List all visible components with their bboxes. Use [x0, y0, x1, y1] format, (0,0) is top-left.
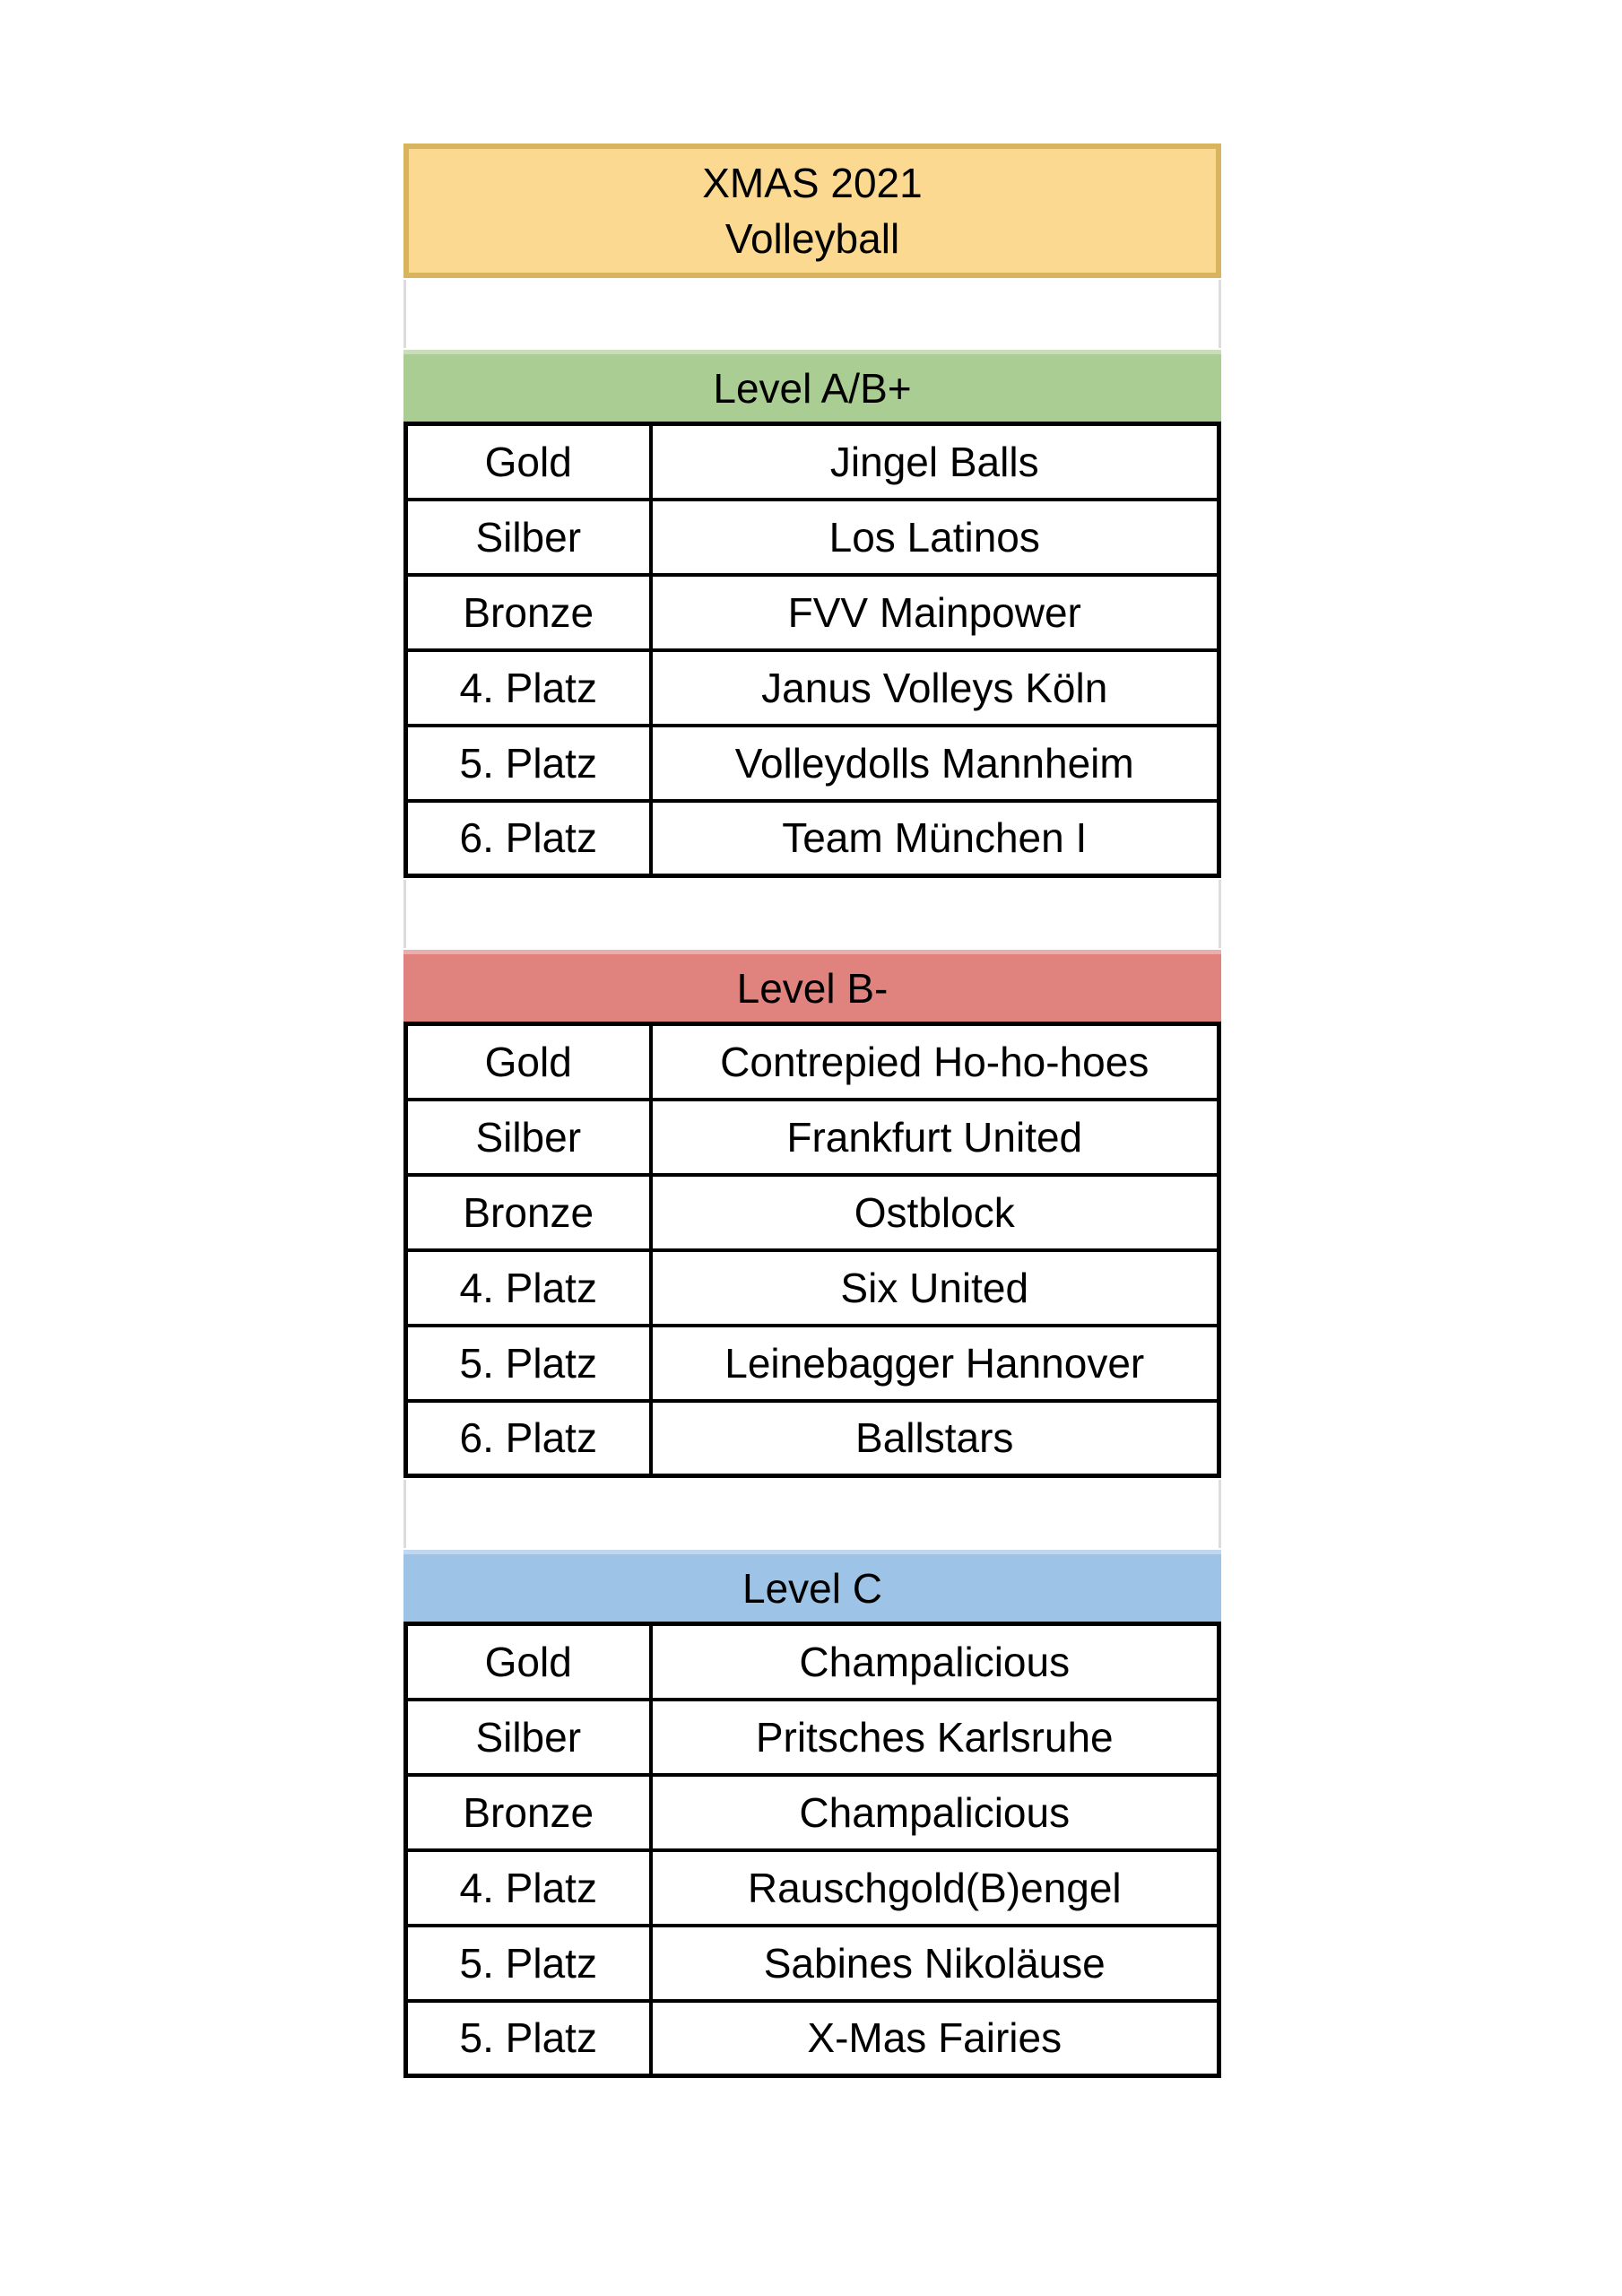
gridline-segment [1219, 880, 1221, 948]
rank-cell: Gold [406, 1024, 651, 1100]
team-cell: Six United [651, 1250, 1219, 1326]
rank-cell: 4. Platz [406, 1250, 651, 1326]
table-row [406, 1175, 1219, 1250]
table-row [406, 1326, 1219, 1401]
table-row [406, 2001, 1219, 2076]
table-row [406, 1775, 1219, 1850]
rank-cell: Silber [406, 1100, 651, 1175]
gridline-segment [403, 1480, 406, 1548]
table-row [406, 1401, 1219, 1476]
table-row [406, 500, 1219, 575]
table-row [406, 1850, 1219, 1926]
table-row [406, 575, 1219, 650]
gridline-segment [403, 280, 406, 348]
rank-cell: Bronze [406, 1175, 651, 1250]
rank-cell: 6. Platz [406, 801, 651, 876]
table-row [406, 650, 1219, 726]
team-cell: Champalicious [651, 1624, 1219, 1700]
table-row [406, 424, 1219, 500]
rank-cell: 5. Platz [406, 1326, 651, 1401]
level-b-table [403, 1022, 1221, 1478]
level-c-header: Level C [403, 1550, 1221, 1622]
team-cell: Rauschgold(B)engel [651, 1850, 1219, 1926]
team-cell: Jingel Balls [651, 424, 1219, 500]
team-cell: Champalicious [651, 1775, 1219, 1850]
rank-cell: 4. Platz [406, 1850, 651, 1926]
rank-cell: Silber [406, 1700, 651, 1775]
table-row [406, 1100, 1219, 1175]
table-row [406, 1624, 1219, 1700]
results-sheet [403, 144, 1221, 2078]
title-card [403, 144, 1221, 278]
table-row [406, 1250, 1219, 1326]
rank-cell: Gold [406, 424, 651, 500]
rank-cell: 5. Platz [406, 2001, 651, 2076]
team-cell: Team München I [651, 801, 1219, 876]
level-a-table [403, 422, 1221, 878]
team-cell: Sabines Nikoläuse [651, 1926, 1219, 2001]
table-row [406, 1926, 1219, 2001]
gridline-segment [1219, 1480, 1221, 1548]
table-row [406, 726, 1219, 801]
title-line-1: XMAS 2021 [702, 160, 923, 206]
rank-cell: 5. Platz [406, 726, 651, 801]
rank-cell: 5. Platz [406, 1926, 651, 2001]
rank-cell: 4. Platz [406, 650, 651, 726]
team-cell: X-Mas Fairies [651, 2001, 1219, 2076]
table-row [406, 1024, 1219, 1100]
table-row [406, 1700, 1219, 1775]
spacer-row [403, 1478, 1221, 1550]
level-c-table [403, 1622, 1221, 2078]
team-cell: Los Latinos [651, 500, 1219, 575]
rank-cell: Gold [406, 1624, 651, 1700]
team-cell: FVV Mainpower [651, 575, 1219, 650]
team-cell: Contrepied Ho-ho-hoes [651, 1024, 1219, 1100]
rank-cell: Bronze [406, 575, 651, 650]
gridline-segment [1219, 280, 1221, 348]
team-cell: Pritsches Karlsruhe [651, 1700, 1219, 1775]
team-cell: Leinebagger Hannover [651, 1326, 1219, 1401]
team-cell: Frankfurt United [651, 1100, 1219, 1175]
gridline-segment [403, 880, 406, 948]
rank-cell: Bronze [406, 1775, 651, 1850]
team-cell: Volleydolls Mannheim [651, 726, 1219, 801]
team-cell: Janus Volleys Köln [651, 650, 1219, 726]
team-cell: Ballstars [651, 1401, 1219, 1476]
level-a-header: Level A/B+ [403, 350, 1221, 422]
title-line-2: Volleyball [724, 215, 900, 262]
spacer-row [403, 278, 1221, 350]
rank-cell: Silber [406, 500, 651, 575]
team-cell: Ostblock [651, 1175, 1219, 1250]
spacer-row [403, 878, 1221, 950]
level-b-header: Level B- [403, 950, 1221, 1022]
table-row [406, 801, 1219, 876]
rank-cell: 6. Platz [406, 1401, 651, 1476]
